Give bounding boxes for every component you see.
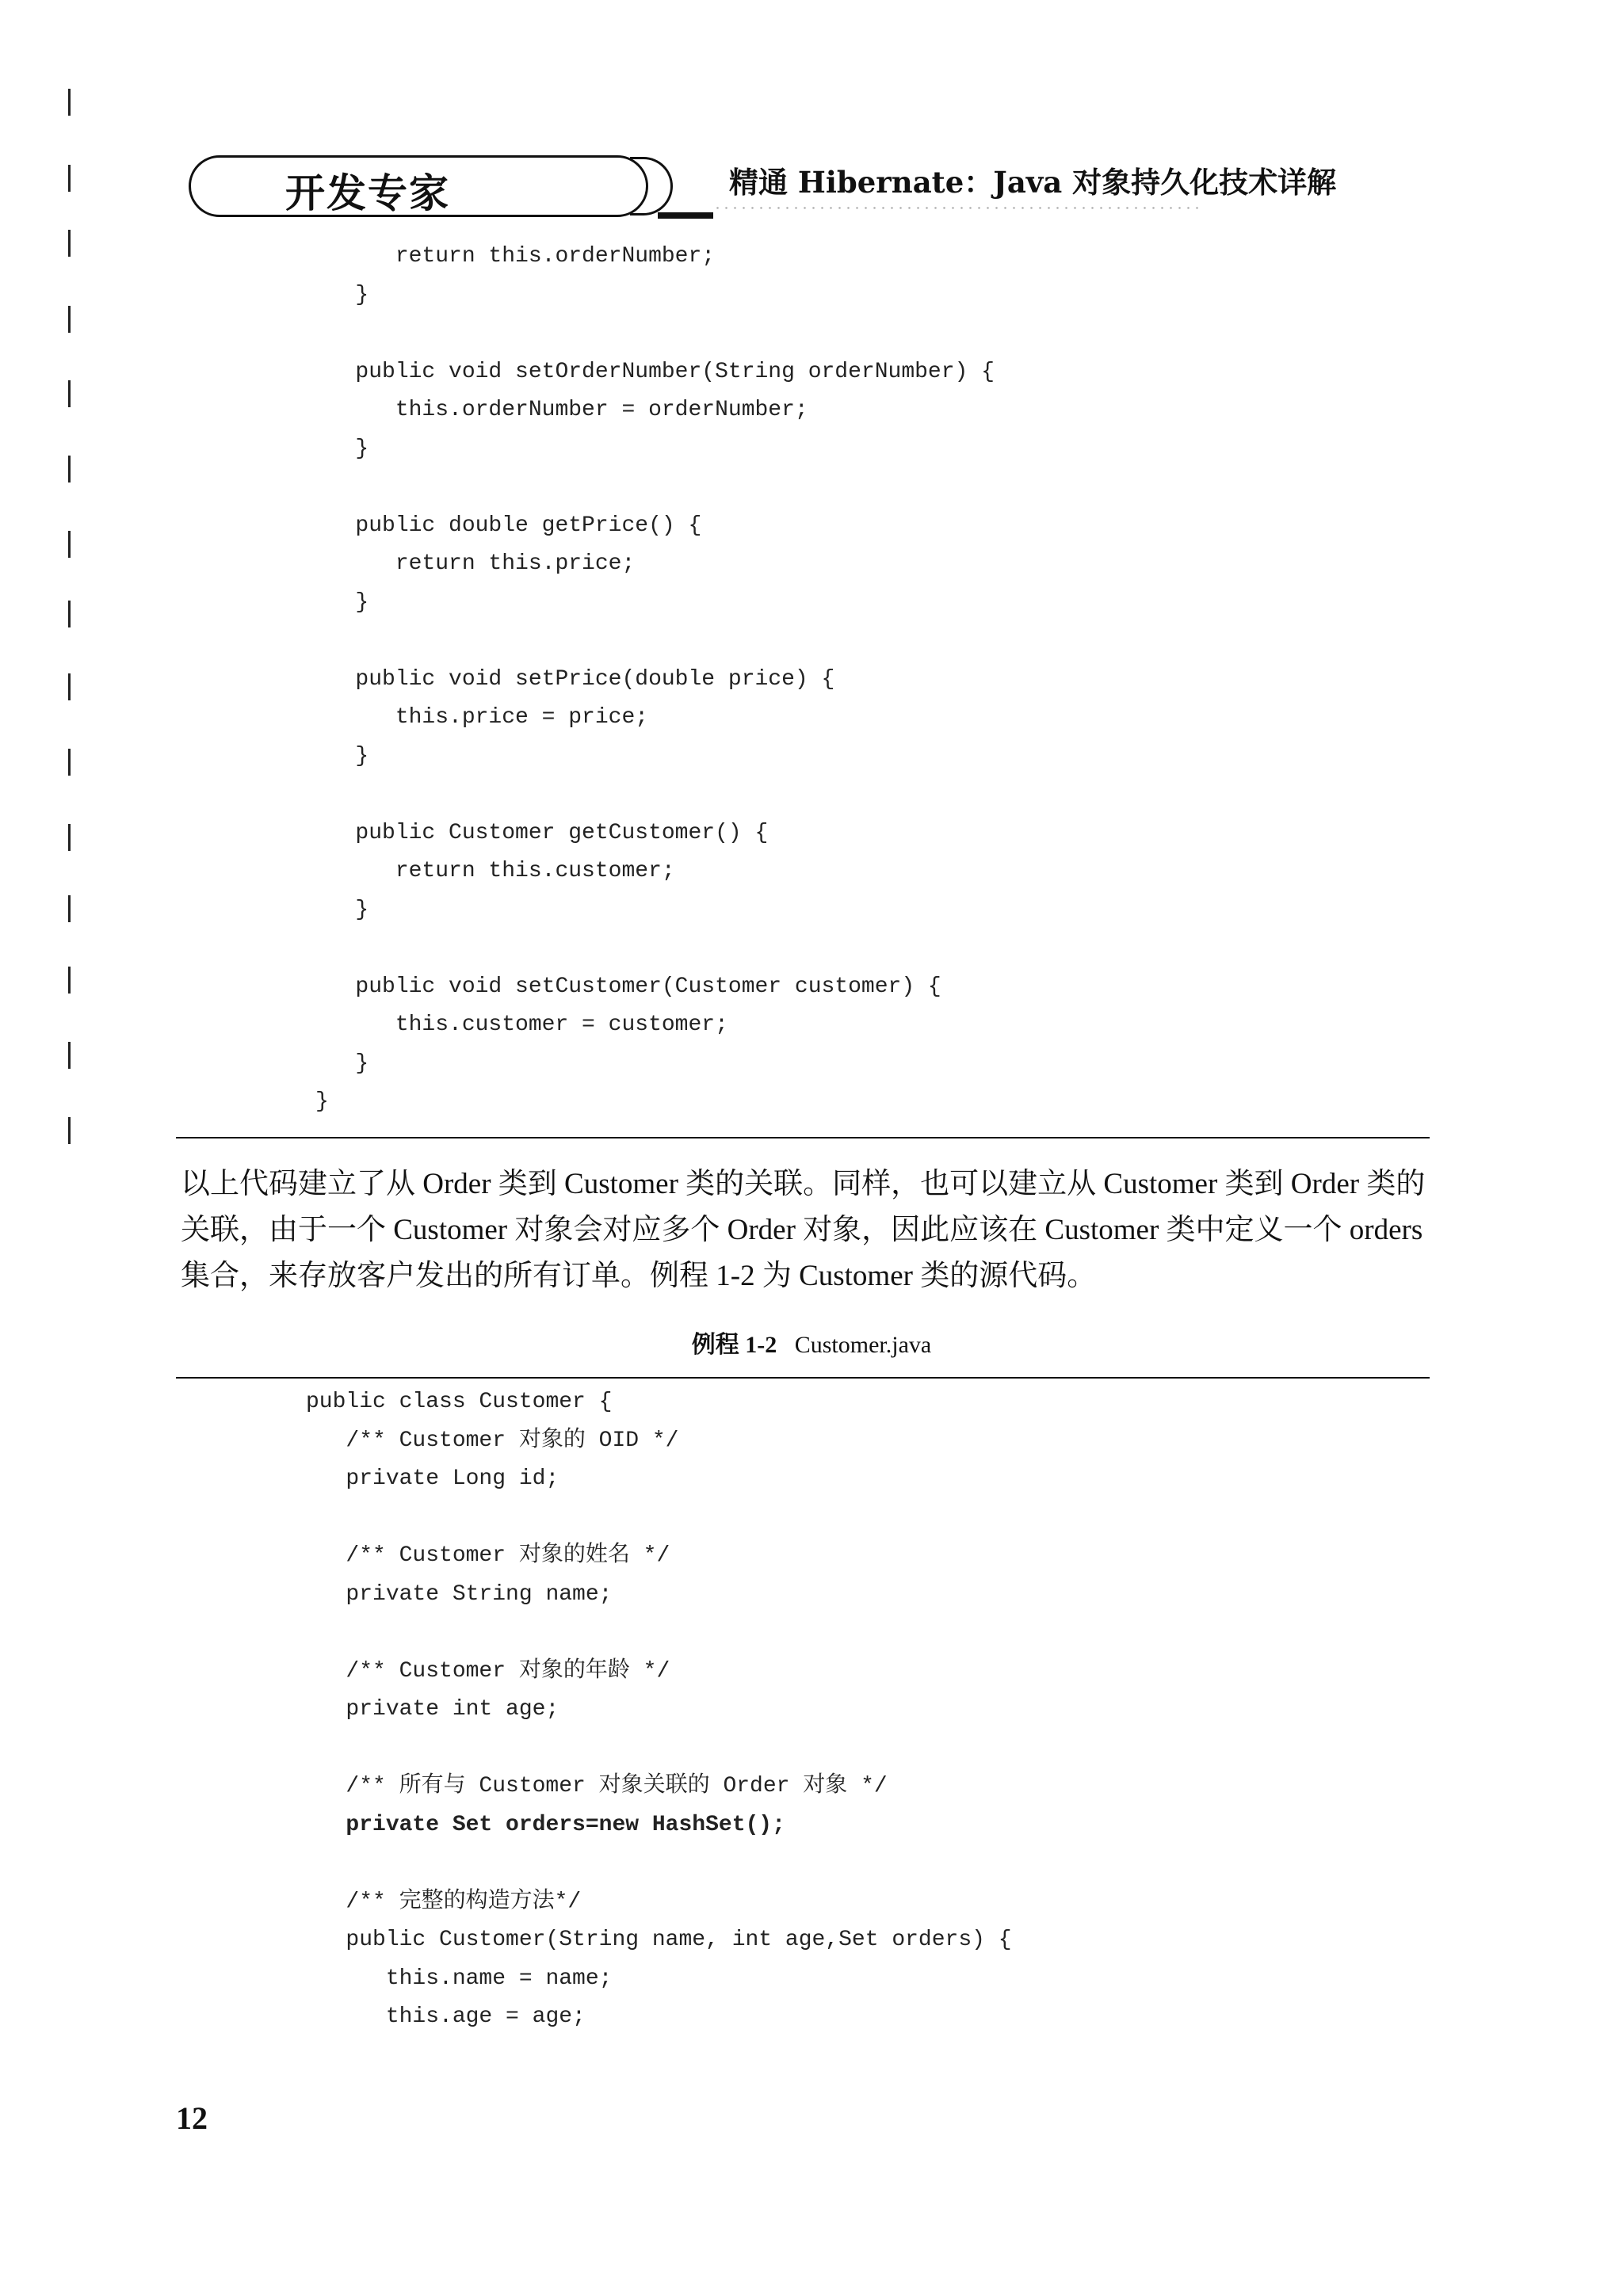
header-decoration-underline: [658, 204, 713, 219]
code-line: [306, 1614, 1012, 1653]
code-line: }: [315, 436, 369, 461]
code-line: }: [315, 1051, 369, 1076]
margin-mark: [68, 456, 71, 482]
margin-mark: [68, 895, 71, 922]
listing-filename: Customer.java: [794, 1332, 932, 1358]
code-block-order: [315, 238, 995, 1122]
listing-label: 例程 1-2: [691, 1332, 777, 1358]
code-line: public void setCustomer(Customer customer) {: [315, 974, 941, 999]
code-line: }: [315, 589, 369, 615]
margin-mark: [68, 824, 71, 851]
code-line: public void setOrderNumber(String orderNumber) {: [315, 359, 995, 384]
code-line: private Set orders=new HashSet();: [306, 1812, 785, 1837]
code-line: /** 完整的构造方法*/: [306, 1889, 582, 1914]
code-line: /** 所有与 Customer 对象关联的 Order 对象 */: [306, 1774, 888, 1798]
margin-mark: [68, 230, 71, 257]
code-line: private Long id;: [306, 1466, 559, 1491]
code-line: [315, 468, 995, 507]
listing-caption: [0, 1325, 1623, 1360]
code-line: this.orderNumber = orderNumber;: [315, 398, 808, 422]
code-line: }: [315, 282, 369, 307]
code-line: [306, 1499, 1012, 1538]
code-line: public Customer(String name, int age,Set orders) {: [306, 1928, 1012, 1952]
margin-mark: [68, 1117, 71, 1144]
code-line: }: [315, 1089, 329, 1114]
code-line: public Customer getCustomer() {: [315, 820, 769, 845]
code-line: this.name = name;: [306, 1966, 613, 1991]
margin-mark: [68, 306, 71, 333]
code-line: }: [315, 743, 369, 769]
code-line: /** Customer 对象的年龄 */: [306, 1658, 670, 1684]
code-line: /** Customer 对象的姓名 */: [306, 1543, 670, 1568]
body-paragraph: 以上代码建立了从 Order 类到 Customer 类的关联。同样，也可以建立从 Customer 类到 Order 类的关联，由于一个 Customer 对象会对应多个 Order 对象，因此应该在 Customer 类中定义一个 orders 集合，来存放客户发出的所有订单。例程 1-2 为 Customer 类的源代码。: [181, 1168, 1426, 1292]
margin-mark: [68, 165, 71, 192]
header-speckle-pattern: [713, 204, 1205, 212]
code-line: public class Customer {: [306, 1390, 613, 1414]
code-line: return this.orderNumber;: [315, 244, 716, 269]
code-end-rule: [176, 1137, 1430, 1138]
margin-mark: [68, 531, 71, 558]
code-line: return this.price;: [315, 551, 636, 576]
code-line: [315, 315, 995, 353]
code-line: private String name;: [306, 1581, 613, 1607]
code-line: this.price = price;: [315, 705, 649, 730]
code-line: this.age = age;: [306, 2004, 586, 2029]
margin-mark: [68, 380, 71, 407]
code-line: return this.customer;: [315, 859, 675, 883]
code-line: [315, 929, 995, 968]
code-line: [306, 1844, 1012, 1883]
code-line: [315, 776, 995, 814]
margin-mark: [68, 673, 71, 700]
code-line: [315, 622, 995, 661]
code-line: }: [315, 897, 369, 922]
margin-mark: [68, 1042, 71, 1069]
header-badge-text: 开发专家: [285, 170, 450, 216]
margin-mark: [68, 967, 71, 994]
page-number: 12: [176, 2100, 208, 2136]
code-block-customer: [306, 1383, 1012, 2037]
code-line: public double getPrice() {: [315, 513, 702, 538]
code-start-rule: [176, 1377, 1430, 1379]
code-line: public void setPrice(double price) {: [315, 666, 835, 692]
code-line: private int age;: [306, 1697, 559, 1722]
code-line: this.customer = customer;: [315, 1013, 728, 1037]
margin-mark: [68, 601, 71, 627]
code-line: /** Customer 对象的 OID */: [306, 1428, 679, 1453]
margin-mark: [68, 89, 71, 116]
code-line: [306, 1730, 1012, 1768]
margin-mark: [68, 749, 71, 776]
book-title: 精通 Hibernate：Java 对象持久化技术详解: [729, 165, 1337, 200]
